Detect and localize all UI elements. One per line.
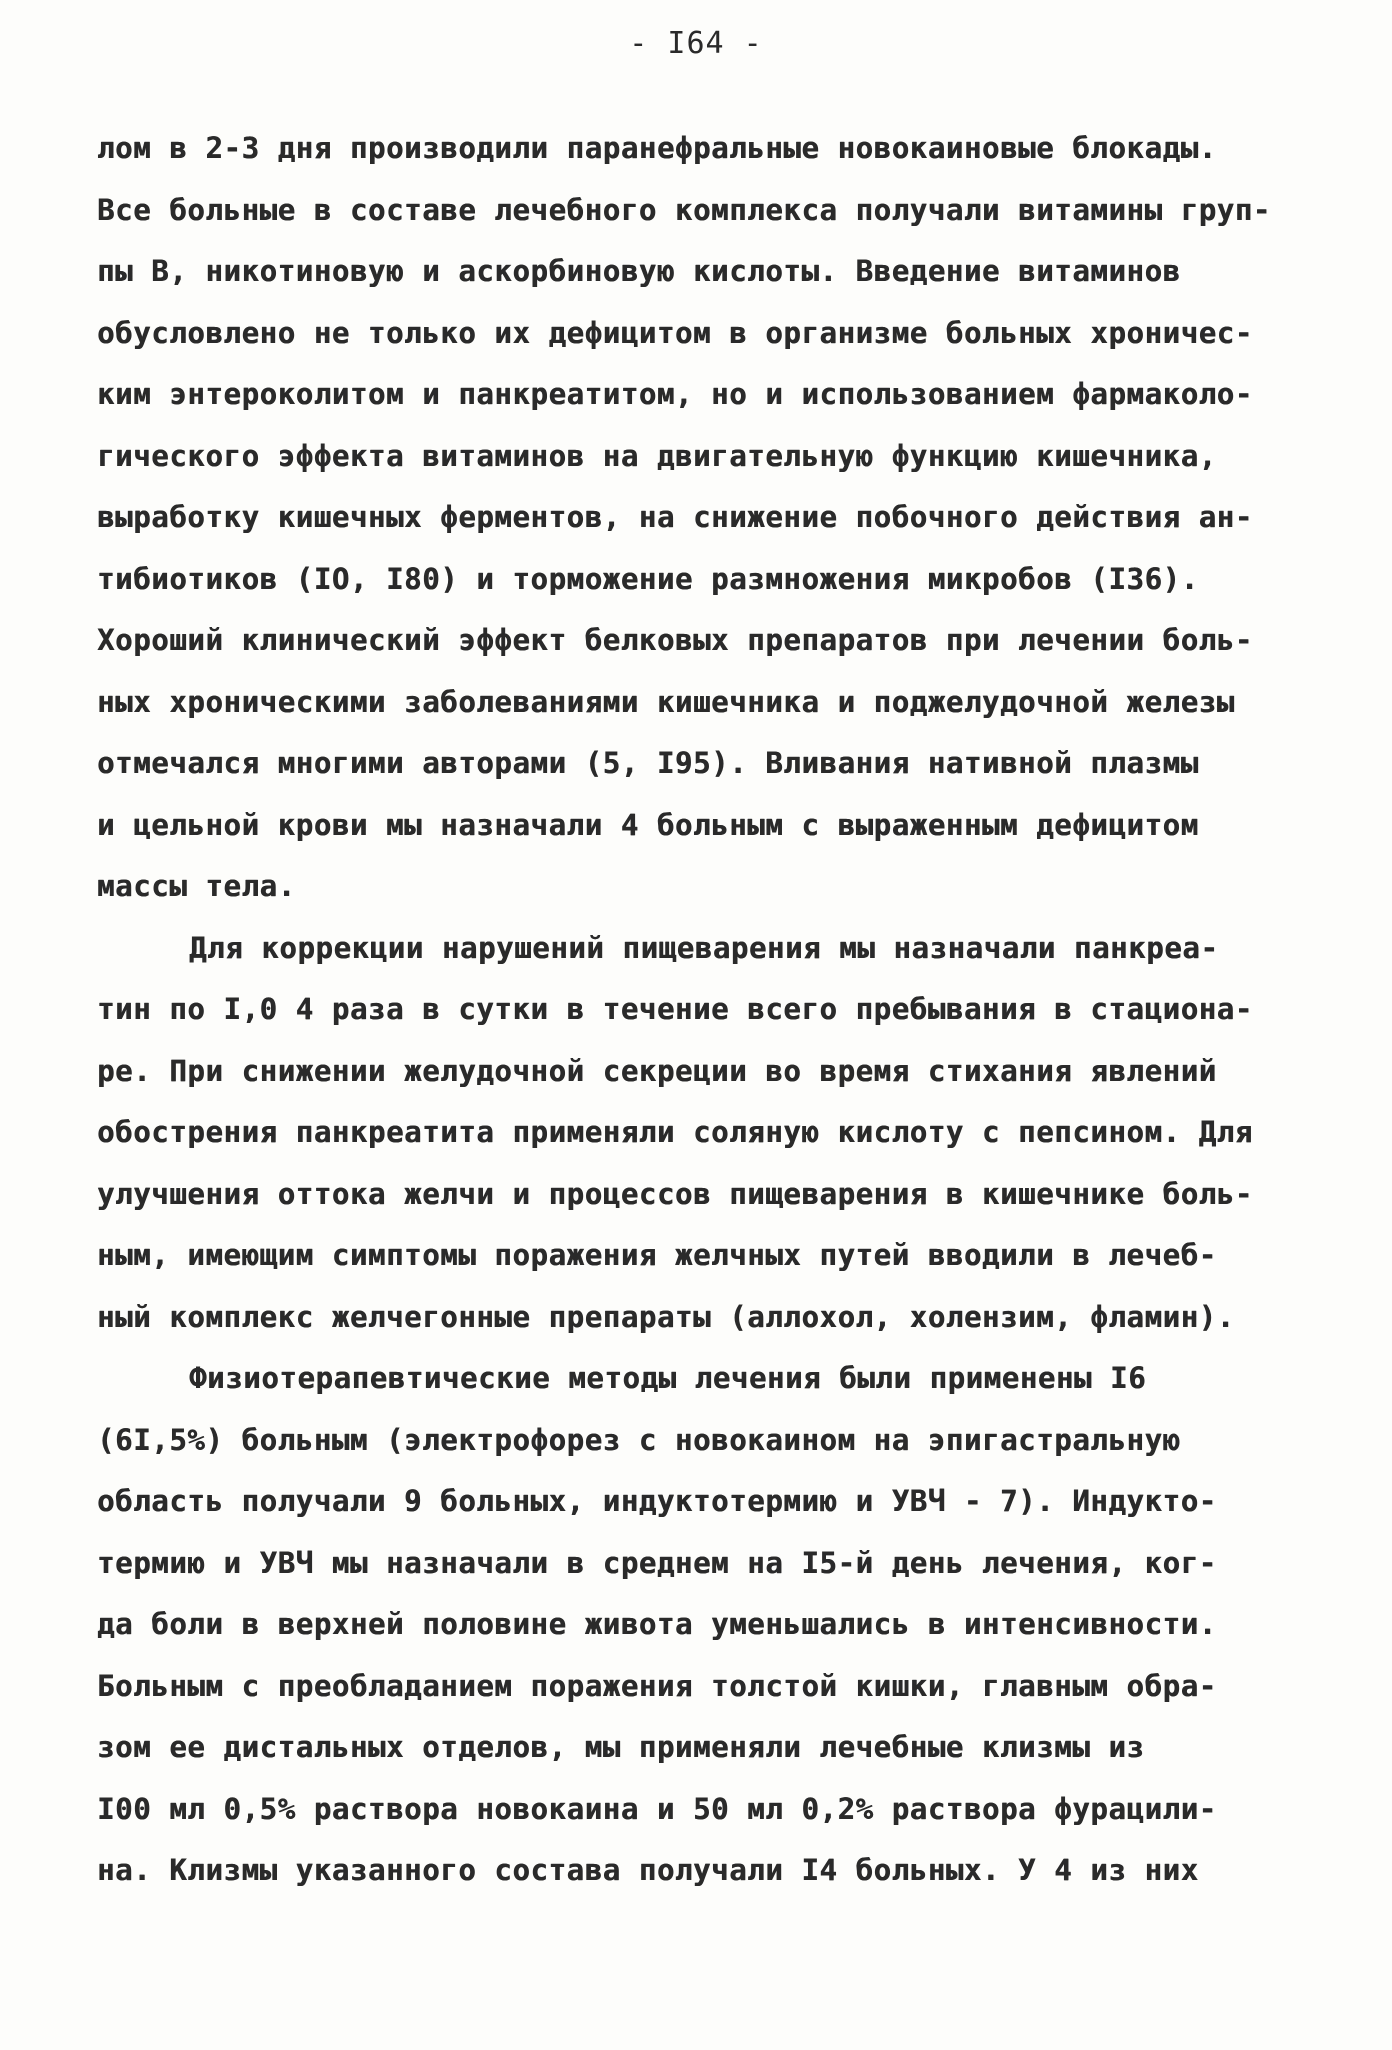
- text-line: улучшения оттока желчи и процессов пищеварения в кишечнике боль-: [97, 1176, 1253, 1211]
- text-line: отмечался многими авторами (5, I95). Вливания нативной плазмы: [97, 746, 1199, 780]
- text-line: тин по I,0 4 раза в сутки в течение всего пребывания в стациона-: [97, 992, 1253, 1026]
- body-text: [97, 118, 1297, 1902]
- text-line: пы В, никотиновую и аскорбиновую кислоты. Введение витаминов: [97, 254, 1181, 288]
- paragraph-1: [97, 118, 1297, 918]
- text-line: Для коррекции нарушений пищеварения мы назначали панкреа-: [189, 930, 1219, 965]
- text-line: область получали 9 больных, индуктотермию и УВЧ - 7). Индукто-: [97, 1484, 1217, 1518]
- text-line: зом ее дистальных отделов, мы применяли лечебные клизмы из: [97, 1730, 1145, 1764]
- text-line: да боли в верхней половине живота уменьшались в интенсивности.: [97, 1607, 1217, 1641]
- text-line: ным, имеющим симптомы поражения желчных путей вводили в лечеб-: [97, 1238, 1217, 1272]
- text-line: на. Клизмы указанного состава получали I4 больных. У 4 из них: [97, 1853, 1199, 1887]
- text-line: гического эффекта витаминов на двигательную функцию кишечника,: [97, 438, 1217, 473]
- text-line: Все больные в составе лечебного комплекса получали витамины груп-: [97, 192, 1271, 227]
- text-line: термию и УВЧ мы назначали в среднем на I5-й день лечения, ког-: [97, 1545, 1217, 1580]
- text-line: ный комплекс желчегонные препараты (аллохол, холензим, фламин).: [97, 1299, 1235, 1334]
- text-line: лом в 2-3 дня производили паранефральные новокаиновые блокады.: [97, 131, 1217, 165]
- text-line: ных хроническими заболеваниями кишечника и поджелудочной железы: [97, 684, 1235, 719]
- text-line: массы тела.: [97, 869, 296, 903]
- text-line: ким энтероколитом и панкреатитом, но и использованием фармаколо-: [97, 377, 1253, 411]
- text-line: Хороший клинический эффект белковых препаратов при лечении боль-: [97, 623, 1253, 657]
- text-line: обусловлено не только их дефицитом в организме больных хроничес-: [97, 315, 1253, 350]
- text-line: тибиотиков (IO, I80) и торможение размножения микробов (I36).: [97, 561, 1199, 596]
- text-line: выработку кишечных ферментов, на снижение побочного действия ан-: [97, 500, 1253, 534]
- text-line: (6I,5%) больным (электрофорез с новокаином на эпигастральную: [97, 1422, 1181, 1457]
- text-line: ре. При снижении желудочной секреции во время стихания явлений: [97, 1053, 1217, 1088]
- text-line: обострения панкреатита применяли соляную кислоту с пепсином. Для: [97, 1115, 1253, 1149]
- text-line: и цельной крови мы назначали 4 больным с выраженным дефицитом: [97, 807, 1199, 842]
- text-line: Физиотерапевтические методы лечения были применены I6: [189, 1361, 1147, 1395]
- text-line: I00 мл 0,5% раствора новокаина и 50 мл 0,2% раствора фурацили-: [97, 1791, 1217, 1826]
- paragraph-2: [97, 918, 1297, 1349]
- paragraph-3: [97, 1348, 1297, 1902]
- page-number: - I64 -: [629, 26, 763, 61]
- text-line: Больным с преобладанием поражения толстой кишки, главным обра-: [97, 1668, 1217, 1703]
